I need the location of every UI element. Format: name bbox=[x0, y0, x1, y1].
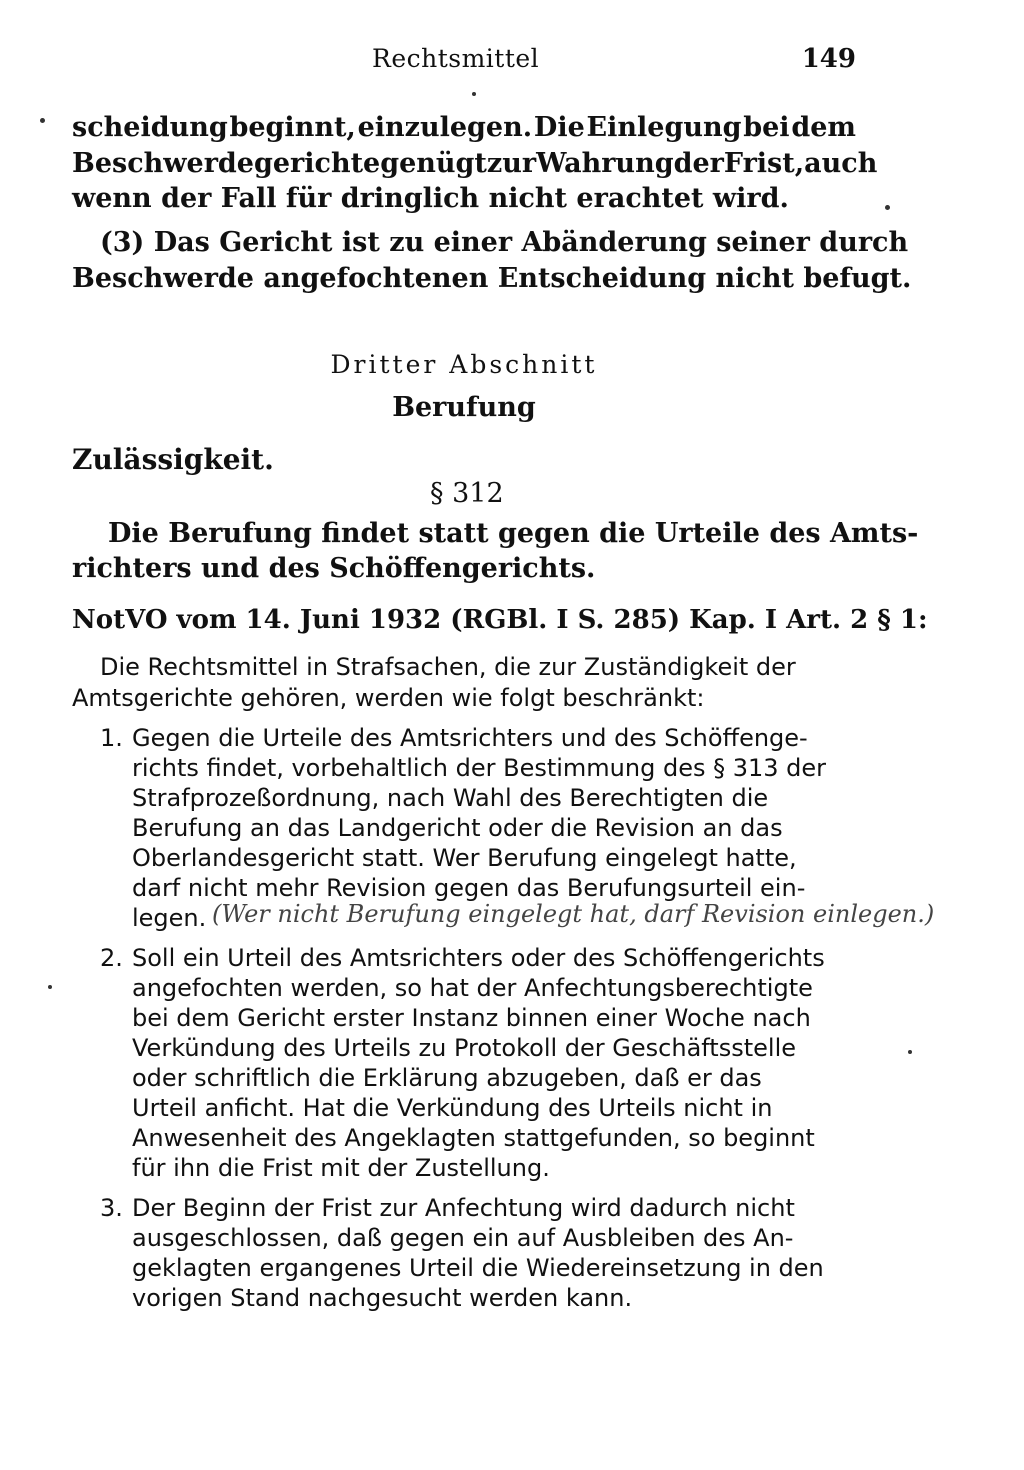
text-line: Beschwerde angefochtenen Entscheidung nicht befugt. bbox=[72, 263, 912, 294]
item-line: Strafprozeßordnung, nach Wahl des Berechtigten die bbox=[132, 784, 769, 812]
section-heading: Dritter Abschnitt bbox=[330, 350, 598, 379]
text-line: Beschwerdegerichte genügt zur Wahrung der Frist, auch bbox=[72, 148, 878, 179]
item-line: richts findet, vorbehaltlich der Bestimmung des § 313 der bbox=[132, 754, 827, 782]
paragraph-sign: § 312 bbox=[430, 478, 504, 509]
item-line: geklagten ergangenes Urteil die Wiedereinsetzung in den bbox=[132, 1254, 824, 1282]
text-line: Amtsgerichte gehören, werden wie folgt beschränkt: bbox=[72, 684, 705, 712]
notvo-heading: NotVO vom 14. Juni 1932 (RGBl. I S. 285) Kap. I Art. 2 § 1: bbox=[72, 605, 928, 635]
text-line: richters und des Schöffengerichts. bbox=[72, 553, 596, 584]
item-line: angefochten werden, so hat der Anfechtungsberechtigte bbox=[132, 974, 813, 1002]
text-line: Die Rechtsmittel in Strafsachen, die zur Zuständigkeit der bbox=[100, 653, 796, 681]
handwritten-annotation: (Wer nicht Berufung eingelegt hat, darf Revision einlegen.) bbox=[212, 900, 935, 928]
text-line: Die Berufung findet statt gegen die Urteile des Amts- bbox=[108, 518, 919, 549]
item-line: Der Beginn der Frist zur Anfechtung wird dadurch nicht bbox=[132, 1194, 795, 1222]
item-line: vorigen Stand nachgesucht werden kann. bbox=[132, 1284, 633, 1312]
scan-speck bbox=[40, 118, 45, 123]
scan-speck bbox=[48, 985, 52, 989]
text-line: (3) Das Gericht ist zu einer Abänderung seiner durch bbox=[100, 227, 909, 258]
text-line: scheidung beginnt, einzulegen. Die Einlegung bei dem bbox=[72, 112, 856, 143]
scan-speck bbox=[885, 205, 890, 210]
item-number: 1. bbox=[100, 724, 123, 752]
item-line: ausgeschlossen, daß gegen ein auf Ausbleiben des An- bbox=[132, 1224, 794, 1252]
item-number: 2. bbox=[100, 944, 123, 972]
item-line: Verkündung des Urteils zu Protokoll der Geschäftsstelle bbox=[132, 1034, 796, 1062]
section-title: Berufung bbox=[392, 392, 536, 423]
page-header bbox=[72, 44, 856, 84]
item-number: 3. bbox=[100, 1194, 123, 1222]
scan-speck bbox=[472, 92, 476, 96]
item-line: oder schriftlich die Erklärung abzugeben, daß er das bbox=[132, 1064, 762, 1092]
item-line: legen. bbox=[132, 904, 207, 932]
item-line: Berufung an das Landgericht oder die Revision an das bbox=[132, 814, 783, 842]
side-heading: Zulässigkeit. bbox=[72, 443, 274, 476]
text-line: wenn der Fall für dringlich nicht erachtet wird. bbox=[72, 183, 789, 214]
item-line: darf nicht mehr Revision gegen das Berufungsurteil ein- bbox=[132, 874, 806, 902]
page-number: 149 bbox=[801, 44, 856, 74]
running-head: Rechtsmittel bbox=[372, 44, 540, 73]
item-line: Soll ein Urteil des Amtsrichters oder des Schöffengerichts bbox=[132, 944, 825, 972]
item-line: Oberlandesgericht statt. Wer Berufung eingelegt hatte, bbox=[132, 844, 797, 872]
item-line: für ihn die Frist mit der Zustellung. bbox=[132, 1154, 550, 1182]
item-line: Gegen die Urteile des Amtsrichters und des Schöffenge- bbox=[132, 724, 808, 752]
item-line: Urteil anficht. Hat die Verkündung des Urteils nicht in bbox=[132, 1094, 773, 1122]
item-line: bei dem Gericht erster Instanz binnen einer Woche nach bbox=[132, 1004, 811, 1032]
scan-speck bbox=[908, 1050, 912, 1054]
item-line: Anwesenheit des Angeklagten stattgefunden, so beginnt bbox=[132, 1124, 815, 1152]
